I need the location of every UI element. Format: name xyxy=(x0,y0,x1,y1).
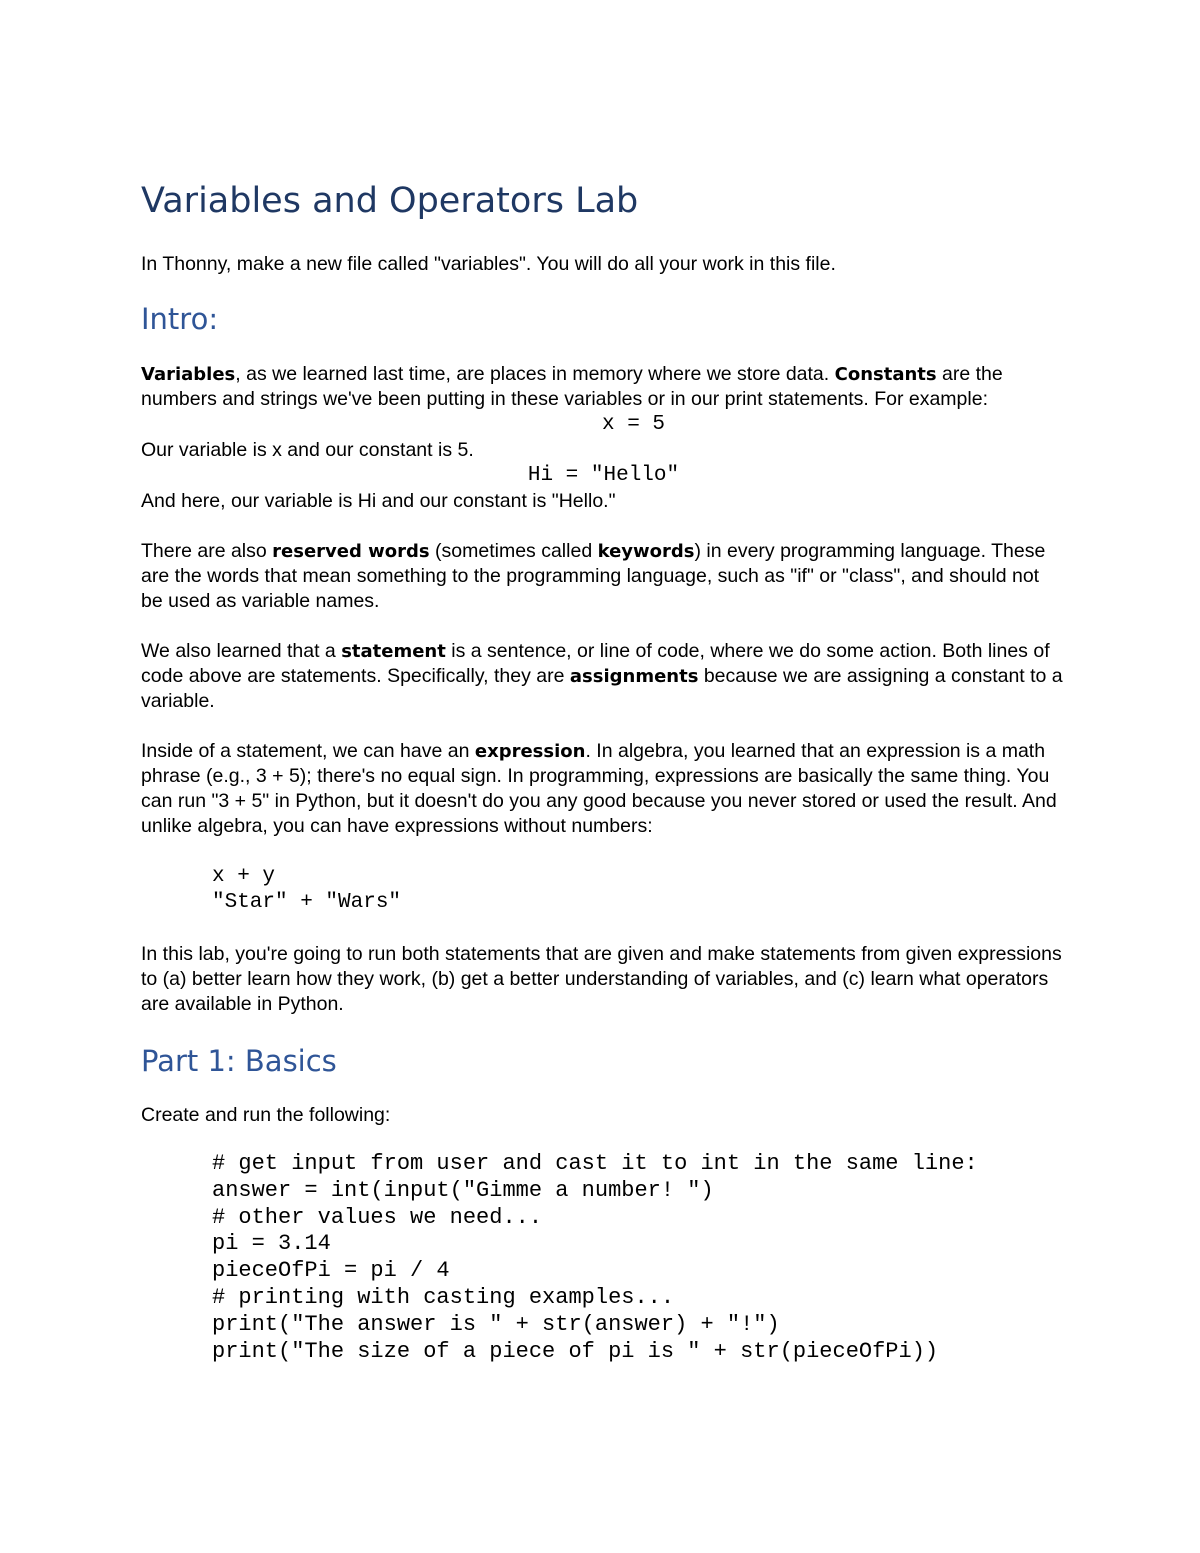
term-expression: expression xyxy=(474,741,586,762)
paragraph-variables-text-2: are the numbers and strings we've been putting in these variables or in our print statements. For example: xyxy=(141,363,1003,410)
code-line: # printing with casting examples... xyxy=(212,1284,675,1310)
paragraph-variables xyxy=(141,362,1066,412)
part1-code-block xyxy=(141,1151,1066,1365)
code-line: print("The size of a piece of pi is " + str(pieceOfPi)) xyxy=(212,1338,939,1364)
paragraph-lab-overview: In this lab, you're going to run both statements that are given and make statements from given expressions to (a) better learn how they work, (b) get a better understanding of variables, and (c) learn what operators are available in Python. xyxy=(141,943,1062,1015)
paragraph-statements xyxy=(141,639,1066,714)
section-heading-part1: Part 1: Basics xyxy=(141,1044,337,1078)
document-body xyxy=(141,178,1066,1365)
paragraph-reserved-text-3: ) in every programming language. These are the words that mean something to the programming language, such as "if" or "class", and should not be used as variable names. xyxy=(141,540,1046,612)
section-heading-intro: Intro: xyxy=(141,302,219,336)
term-variables: Variables xyxy=(141,364,236,385)
paragraph-statements-text-3: because we are assigning a constant to a variable. xyxy=(141,665,1063,712)
code-line: "Star" + "Wars" xyxy=(212,891,402,914)
code-line: # get input from user and cast it to int in the same line: xyxy=(212,1151,978,1176)
paragraph-statements-text-2: is a sentence, or line of code, where we do some action. Both lines of code above are statements. Specifically, they are xyxy=(141,640,1050,687)
paragraph-expressions-text-1: Inside of a statement, we can have an xyxy=(141,740,475,762)
term-assignments: assignments xyxy=(569,666,699,687)
code-line: pi = 3.14 xyxy=(212,1231,331,1257)
example-code-1: x = 5 xyxy=(601,413,665,436)
term-keywords: keywords xyxy=(597,541,695,562)
example-code-2: Hi = "Hello" xyxy=(527,464,680,487)
term-statement: statement xyxy=(341,641,446,662)
code-line: # other values we need... xyxy=(212,1204,543,1230)
paragraph-reserved-text-1: There are also xyxy=(141,540,273,562)
paragraph-expressions xyxy=(141,739,1066,839)
code-line: pieceOfPi = pi / 4 xyxy=(212,1258,450,1284)
paragraph-expressions-text-2: . In algebra, you learned that an expression is a math phrase (e.g., 3 + 5); there's no equal sign. In programming, expressions are basically the same thing. You can run "3 + 5" in Python, but it doesn't do you any good because you never stored or used the result. And unlike algebra, you can have expressions without numbers: xyxy=(141,740,1057,837)
part1-instruction: Create and run the following: xyxy=(141,1104,391,1126)
paragraph-reserved-words xyxy=(141,539,1066,614)
code-line: x + y xyxy=(212,865,276,888)
intro-instruction: In Thonny, make a new file called "variables". You will do all your work in this file. xyxy=(141,253,836,275)
code-line: answer = int(input("Gimme a number! ") xyxy=(212,1177,714,1203)
paragraph-variables-text-1: , as we learned last time, are places in memory where we store data. xyxy=(235,363,835,385)
paragraph-reserved-text-2: (sometimes called xyxy=(429,540,598,562)
example-explanation-2: And here, our variable is Hi and our constant is "Hello." xyxy=(141,490,616,512)
expression-code-block xyxy=(141,864,1066,916)
paragraph-statements-text-1: We also learned that a xyxy=(141,640,342,662)
term-reserved-words: reserved words xyxy=(272,541,430,562)
code-line: print("The answer is " + str(answer) + "!") xyxy=(212,1311,780,1337)
term-constants: Constants xyxy=(834,364,937,385)
page-title: Variables and Operators Lab xyxy=(141,181,639,221)
example-explanation-1: Our variable is x and our constant is 5. xyxy=(141,439,474,461)
